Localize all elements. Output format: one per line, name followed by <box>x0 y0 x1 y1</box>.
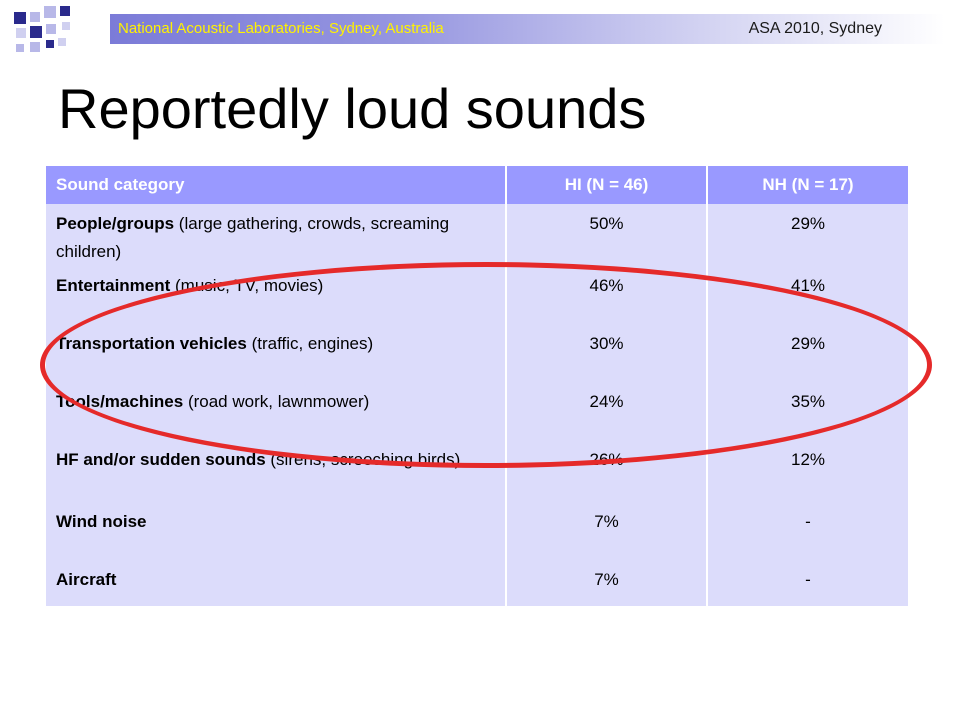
category-name: People/groups <box>56 214 175 233</box>
table-header-row <box>46 166 908 204</box>
column-header-category: Sound category <box>46 166 506 204</box>
nh-value: 41% <box>790 276 826 295</box>
hi-column <box>506 204 707 606</box>
nh-value: - <box>805 570 811 589</box>
category-name: HF and/or sudden sounds <box>56 450 266 469</box>
table-row <box>56 446 495 508</box>
category-name: Tools/machines <box>56 392 184 411</box>
category-detail: (road work, lawnmower) <box>183 392 370 411</box>
nh-column <box>707 204 908 606</box>
category-detail: (music, TV, movies) <box>170 276 324 295</box>
table-row <box>56 508 495 566</box>
slide-title: Reportedly loud sounds <box>58 77 647 140</box>
category-detail: (large gathering, crowds, screaming children) <box>56 214 450 261</box>
hi-value: 46% <box>589 276 624 295</box>
table-row <box>56 210 495 272</box>
category-name: Transportation vehicles <box>56 334 247 353</box>
hi-value: 26% <box>589 450 624 469</box>
nh-value: 12% <box>790 450 826 469</box>
column-header-hi: HI (N = 46) <box>506 166 707 204</box>
column-header-nh: NH (N = 17) <box>707 166 908 204</box>
category-name: Aircraft <box>56 570 117 589</box>
table-row <box>56 330 495 388</box>
hi-value: 50% <box>589 214 624 233</box>
category-detail: (sirens, screeching birds) <box>265 450 461 469</box>
hi-value: 30% <box>589 334 624 353</box>
hi-value: 24% <box>589 392 624 411</box>
category-name: Wind noise <box>56 512 147 531</box>
sound-category-table <box>46 166 908 606</box>
nh-value: - <box>805 512 811 531</box>
category-detail: (traffic, engines) <box>246 334 374 353</box>
hi-value: 7% <box>594 570 619 589</box>
table-row <box>56 388 495 446</box>
hi-value: 7% <box>594 512 619 531</box>
header-conference: ASA 2010, Sydney <box>748 20 882 37</box>
nh-value: 29% <box>790 214 826 233</box>
category-column <box>46 204 506 606</box>
table-row <box>56 272 495 330</box>
nh-value: 35% <box>790 392 826 411</box>
nh-value: 29% <box>790 334 826 353</box>
header-organization: National Acoustic Laboratories, Sydney, Australia <box>118 20 444 37</box>
table-row <box>56 566 495 606</box>
category-name: Entertainment <box>56 276 171 295</box>
table-body-row <box>46 204 908 606</box>
